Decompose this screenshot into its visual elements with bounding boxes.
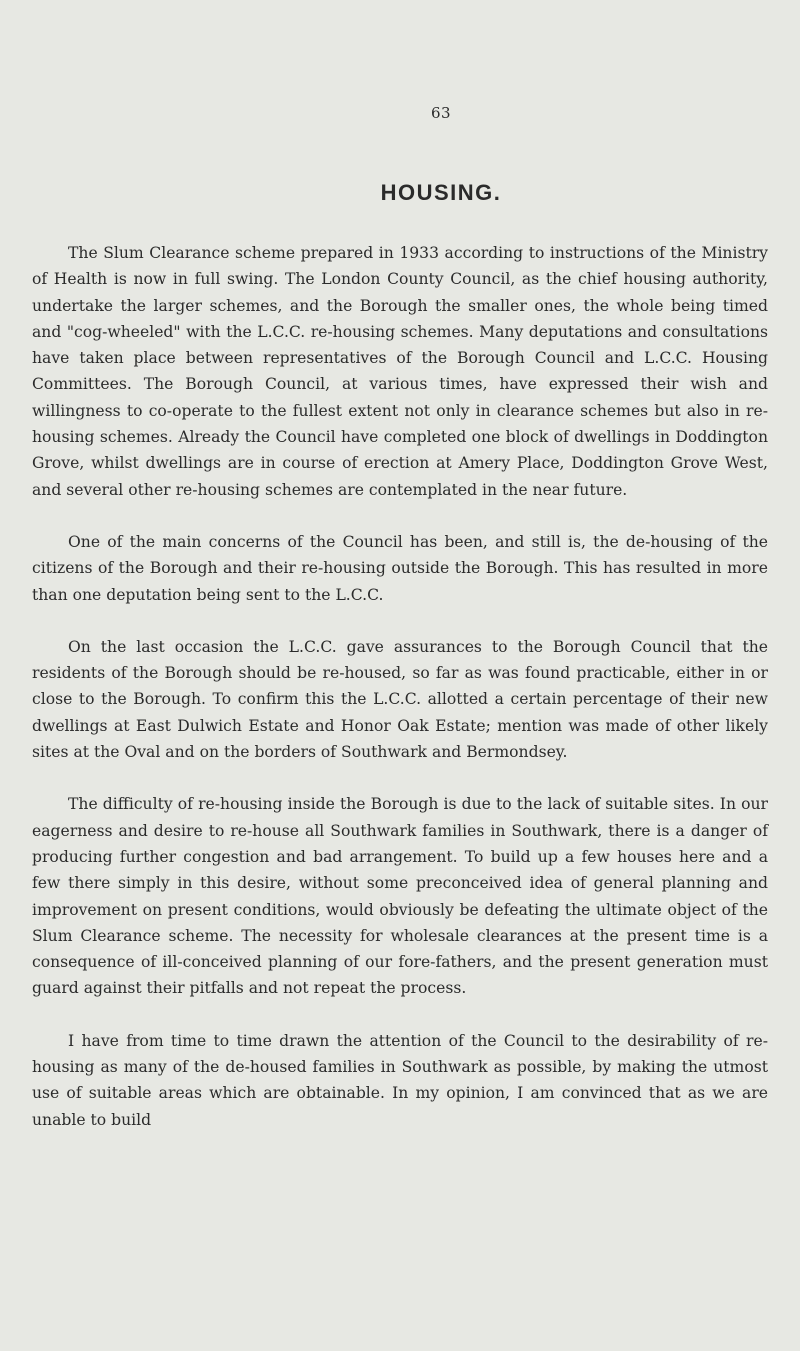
paragraph-desirability: I have from time to time drawn the attention of the Council to the desirability of re-housing as many of the de-housed families in Southwark as possible, by making the utmost use of suitable areas which are obtainable. In my opinion, I am convinced that as we are unable to build [32, 1031, 768, 1129]
paragraph-lcc-assurances: On the last occasion the L.C.C. gave assurances to the Borough Council that the residents of the Borough should be re-housed, so far as was found practicable, either in or close to the Borough. To confirm this the L.C.C. allotted a certain percentage of their new dwellings at East Dulwich Estate and Honor Oak Estate; mention was made of other likely sites at the Oval and on the borders of Southwark and Bermondsey. [32, 637, 768, 762]
paragraph-slum-clearance: The Slum Clearance scheme prepared in 1933 according to instructions of the Ministry of Health is now in full swing. The London County Council, as the chief housing authority, undertake the larger schemes, and the Borough the smaller ones, the whole being timed and "cog-wheeled" with the L.C.C. re-housing schemes. Many deputations and consultations have taken place between representatives of the Borough Council and L.C.C. Housing Committees. The Borough Council, at various times, have expressed their wish and willingness to co-operate to the fullest extent not only in clearance schemes but also in re-housing schemes. Already the Council have completed one block of dwellings in Doddington Grove, whilst dwellings are in course of erection at Amery Place, Doddington Grove West, and several other re-housing schemes are contemplated in the near future. [32, 244, 768, 499]
page-number: 63 [430, 104, 452, 122]
section-heading: HOUSING. [380, 180, 502, 205]
paragraph-difficulty: The difficulty of re-housing inside the Borough is due to the lack of suitable sites. In our eagerness and desire to re-house all Southwark families in Southwark, there is a danger of producing further congestion and bad arrangement. To build up a few houses here and a few there simply in this desire, without some preconceived idea of general planning and improvement on present conditions, would obviously be defeating the ultimate object of the Slum Clearance scheme. The necessity for wholesale clearances at the present time is a consequence of ill-conceived planning of our fore-fathers, and the present generation must guard against their pitfalls and not repeat the process. [32, 795, 768, 998]
paragraph-de-housing: One of the main concerns of the Council has been, and still is, the de-housing of the citizens of the Borough and their re-housing outside the Borough. This has resulted in more than one deputation being sent to the L.C.C. [32, 532, 768, 604]
